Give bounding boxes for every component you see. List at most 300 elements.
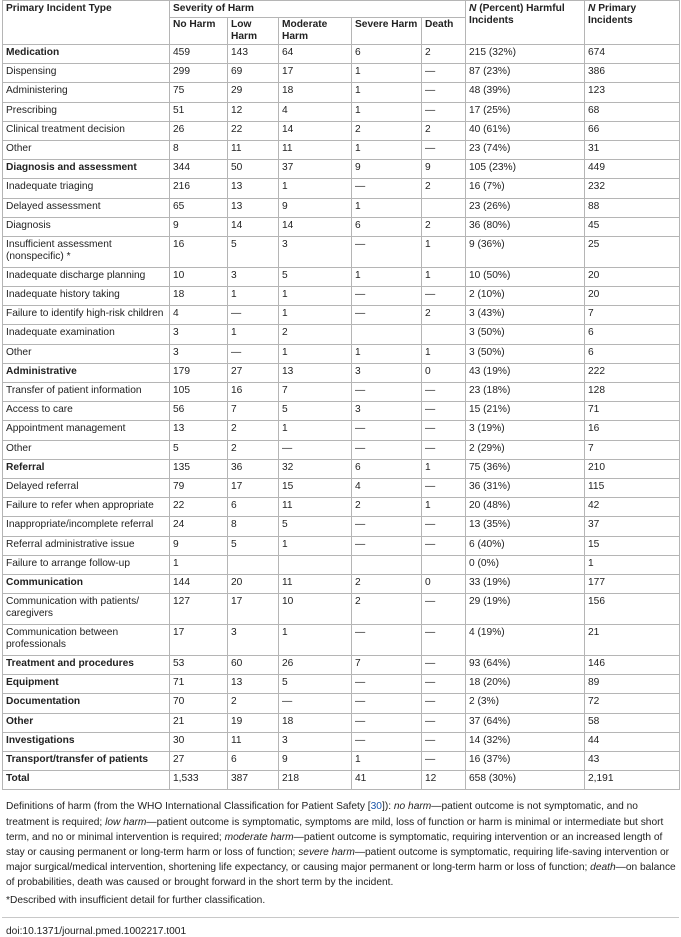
incident-type-cell: Referral administrative issue xyxy=(3,536,170,555)
harmful-incidents-cell: 23 (26%) xyxy=(466,198,585,217)
table-row xyxy=(3,306,680,325)
table-row xyxy=(3,656,680,675)
low-harm-cell: 16 xyxy=(228,383,279,402)
low-harm-cell: 2 xyxy=(228,440,279,459)
no-harm-cell: 9 xyxy=(170,536,228,555)
no-harm-cell: 144 xyxy=(170,574,228,593)
death-cell: — xyxy=(422,694,466,713)
table-row xyxy=(3,771,680,790)
incident-type-cell: Appointment management xyxy=(3,421,170,440)
severe-harm-cell: 3 xyxy=(352,363,422,382)
low-harm-cell: 17 xyxy=(228,478,279,497)
harmful-incidents-cell: 14 (32%) xyxy=(466,732,585,751)
table-figure xyxy=(2,0,679,937)
harm-term: severe harm xyxy=(298,846,355,858)
primary-incidents-cell: 21 xyxy=(585,625,680,656)
low-harm-cell: — xyxy=(228,344,279,363)
incident-type-cell: Communication with patients/ caregivers xyxy=(3,594,170,625)
incident-type-cell: Failure to arrange follow-up xyxy=(3,555,170,574)
primary-incidents-cell: 68 xyxy=(585,102,680,121)
low-harm-cell: 12 xyxy=(228,102,279,121)
low-harm-cell: 17 xyxy=(228,594,279,625)
low-harm-cell: — xyxy=(228,306,279,325)
no-harm-cell: 344 xyxy=(170,160,228,179)
death-cell: — xyxy=(422,64,466,83)
low-harm-cell: 3 xyxy=(228,267,279,286)
death-cell: 1 xyxy=(422,236,466,267)
low-harm-cell: 11 xyxy=(228,140,279,159)
no-harm-cell: 9 xyxy=(170,217,228,236)
incident-type-cell: Other xyxy=(3,140,170,159)
severe-harm-cell: — xyxy=(352,179,422,198)
primary-incidents-cell: 115 xyxy=(585,478,680,497)
severe-harm-cell: 2 xyxy=(352,574,422,593)
harmful-incidents-cell: 105 (23%) xyxy=(466,160,585,179)
death-cell: 2 xyxy=(422,306,466,325)
incident-type-cell: Transfer of patient information xyxy=(3,383,170,402)
low-harm-cell: 22 xyxy=(228,121,279,140)
harm-term: death xyxy=(590,862,616,874)
no-harm-cell: 135 xyxy=(170,459,228,478)
severe-harm-cell: 6 xyxy=(352,217,422,236)
no-harm-cell: 17 xyxy=(170,625,228,656)
table-row xyxy=(3,363,680,382)
harmful-incidents-cell: 43 (19%) xyxy=(466,363,585,382)
severe-harm-cell: — xyxy=(352,517,422,536)
harmful-incidents-cell: 37 (64%) xyxy=(466,713,585,732)
no-harm-cell: 71 xyxy=(170,675,228,694)
incident-type-cell: Clinical treatment decision xyxy=(3,121,170,140)
moderate-harm-cell: 10 xyxy=(279,594,352,625)
death-cell xyxy=(422,198,466,217)
severe-harm-cell: — xyxy=(352,536,422,555)
moderate-harm-cell: 9 xyxy=(279,198,352,217)
moderate-harm-cell: 11 xyxy=(279,574,352,593)
low-harm-cell: 7 xyxy=(228,402,279,421)
death-cell: — xyxy=(422,83,466,102)
low-harm-cell: 19 xyxy=(228,713,279,732)
incident-type-cell: Communication between professionals xyxy=(3,625,170,656)
moderate-harm-cell: 7 xyxy=(279,383,352,402)
primary-incidents-cell: 88 xyxy=(585,198,680,217)
harm-definition-text: —on balance of probabilities, death was caused or brought forward in the short term by the incident. xyxy=(6,862,676,889)
severe-harm-cell xyxy=(352,325,422,344)
harm-severity-table xyxy=(2,0,680,790)
no-harm-cell: 1 xyxy=(170,555,228,574)
primary-incidents-cell: 128 xyxy=(585,383,680,402)
moderate-harm-cell: 14 xyxy=(279,121,352,140)
primary-incidents-cell: 66 xyxy=(585,121,680,140)
primary-incidents-cell: 31 xyxy=(585,140,680,159)
severe-harm-cell: 6 xyxy=(352,45,422,64)
table-row xyxy=(3,752,680,771)
table-row xyxy=(3,83,680,102)
severe-harm-cell: — xyxy=(352,675,422,694)
severe-harm-cell: 2 xyxy=(352,498,422,517)
death-cell xyxy=(422,325,466,344)
no-harm-cell: 3 xyxy=(170,344,228,363)
severe-harm-cell: 1 xyxy=(352,267,422,286)
severe-harm-cell: — xyxy=(352,694,422,713)
table-row xyxy=(3,102,680,121)
primary-incidents-cell: 6 xyxy=(585,325,680,344)
harmful-incidents-cell: 9 (36%) xyxy=(466,236,585,267)
death-cell: — xyxy=(422,402,466,421)
harmful-incidents-cell: 23 (18%) xyxy=(466,383,585,402)
moderate-harm-cell: 1 xyxy=(279,179,352,198)
primary-incidents-cell: 6 xyxy=(585,344,680,363)
incident-type-cell: Equipment xyxy=(3,675,170,694)
table-row xyxy=(3,536,680,555)
table-row xyxy=(3,555,680,574)
table-row xyxy=(3,594,680,625)
primary-incidents-cell: 89 xyxy=(585,675,680,694)
primary-incidents-cell: 156 xyxy=(585,594,680,625)
low-harm-cell: 69 xyxy=(228,64,279,83)
severe-harm-cell: 1 xyxy=(352,140,422,159)
severe-harm-cell: 4 xyxy=(352,478,422,497)
harmful-incidents-cell: 18 (20%) xyxy=(466,675,585,694)
low-harm-cell: 143 xyxy=(228,45,279,64)
primary-incidents-cell: 1 xyxy=(585,555,680,574)
incident-type-cell: Dispensing xyxy=(3,64,170,83)
header-severe-harm: Severe Harm xyxy=(352,18,422,45)
low-harm-cell: 6 xyxy=(228,498,279,517)
harm-definition-text: —patient outcome is symptomatic, requiring intervention or an increased length of stay or causing permanent or long-term harm or loss of function; xyxy=(6,831,663,858)
severe-harm-cell: — xyxy=(352,287,422,306)
incident-type-cell: Inadequate discharge planning xyxy=(3,267,170,286)
low-harm-cell: 11 xyxy=(228,732,279,751)
harmful-incidents-cell: 16 (7%) xyxy=(466,179,585,198)
no-harm-cell: 13 xyxy=(170,421,228,440)
primary-incidents-cell: 16 xyxy=(585,421,680,440)
table-row xyxy=(3,625,680,656)
low-harm-cell xyxy=(228,555,279,574)
severe-harm-cell: 1 xyxy=(352,102,422,121)
moderate-harm-cell: 5 xyxy=(279,675,352,694)
death-cell: 1 xyxy=(422,498,466,517)
death-cell: 1 xyxy=(422,267,466,286)
no-harm-cell: 70 xyxy=(170,694,228,713)
severe-harm-cell: — xyxy=(352,236,422,267)
harmful-incidents-cell: 33 (19%) xyxy=(466,574,585,593)
incident-type-cell: Administrative xyxy=(3,363,170,382)
death-cell: 2 xyxy=(422,217,466,236)
moderate-harm-cell: 218 xyxy=(279,771,352,790)
moderate-harm-cell: 1 xyxy=(279,306,352,325)
header-death: Death xyxy=(422,18,466,45)
severe-harm-cell: — xyxy=(352,440,422,459)
table-row xyxy=(3,478,680,497)
harmful-incidents-cell: 20 (48%) xyxy=(466,498,585,517)
moderate-harm-cell: 18 xyxy=(279,83,352,102)
low-harm-cell: 2 xyxy=(228,694,279,713)
table-header xyxy=(3,1,680,45)
header-no-harm: No Harm xyxy=(170,18,228,45)
table-row xyxy=(3,459,680,478)
severe-harm-cell: 1 xyxy=(352,64,422,83)
low-harm-cell: 2 xyxy=(228,421,279,440)
table-row xyxy=(3,64,680,83)
incident-type-cell: Insufficient assessment (nonspecific) * xyxy=(3,236,170,267)
incident-type-cell: Investigations xyxy=(3,732,170,751)
table-row xyxy=(3,179,680,198)
low-harm-cell: 3 xyxy=(228,625,279,656)
no-harm-cell: 27 xyxy=(170,752,228,771)
no-harm-cell: 216 xyxy=(170,179,228,198)
severe-harm-cell: — xyxy=(352,625,422,656)
no-harm-cell: 299 xyxy=(170,64,228,83)
header-moderate-harm: Moderate Harm xyxy=(279,18,352,45)
header-primary-incidents: N Primary Incidents xyxy=(585,1,680,45)
moderate-harm-cell: 3 xyxy=(279,236,352,267)
moderate-harm-cell: 1 xyxy=(279,287,352,306)
moderate-harm-cell: 4 xyxy=(279,102,352,121)
harmful-incidents-cell: 3 (50%) xyxy=(466,325,585,344)
no-harm-cell: 65 xyxy=(170,198,228,217)
incident-type-cell: Diagnosis xyxy=(3,217,170,236)
moderate-harm-cell: 11 xyxy=(279,140,352,159)
moderate-harm-cell: 1 xyxy=(279,536,352,555)
harmful-incidents-cell: 4 (19%) xyxy=(466,625,585,656)
low-harm-cell: 20 xyxy=(228,574,279,593)
low-harm-cell: 27 xyxy=(228,363,279,382)
no-harm-cell: 56 xyxy=(170,402,228,421)
death-cell: — xyxy=(422,713,466,732)
harmful-incidents-cell: 6 (40%) xyxy=(466,536,585,555)
incident-type-cell: Diagnosis and assessment xyxy=(3,160,170,179)
incident-type-cell: Other xyxy=(3,344,170,363)
harmful-incidents-cell: 2 (3%) xyxy=(466,694,585,713)
incident-type-cell: Delayed referral xyxy=(3,478,170,497)
severe-harm-cell: 1 xyxy=(352,198,422,217)
no-harm-cell: 4 xyxy=(170,306,228,325)
table-body xyxy=(3,45,680,790)
primary-incidents-cell: 210 xyxy=(585,459,680,478)
death-cell: — xyxy=(422,675,466,694)
table-row xyxy=(3,732,680,751)
severe-harm-cell: 9 xyxy=(352,160,422,179)
header-primary-type: Primary Incident Type xyxy=(3,1,170,45)
table-row xyxy=(3,383,680,402)
harmful-incidents-cell: 40 (61%) xyxy=(466,121,585,140)
moderate-harm-cell: 1 xyxy=(279,625,352,656)
death-cell: — xyxy=(422,383,466,402)
moderate-harm-cell: 14 xyxy=(279,217,352,236)
moderate-harm-cell: 9 xyxy=(279,752,352,771)
table-row xyxy=(3,498,680,517)
harmful-incidents-cell: 2 (29%) xyxy=(466,440,585,459)
table-row xyxy=(3,402,680,421)
low-harm-cell: 6 xyxy=(228,752,279,771)
death-cell: — xyxy=(422,478,466,497)
low-harm-cell: 1 xyxy=(228,287,279,306)
death-cell: — xyxy=(422,287,466,306)
table-row xyxy=(3,287,680,306)
death-cell: — xyxy=(422,625,466,656)
moderate-harm-cell: 26 xyxy=(279,656,352,675)
low-harm-cell: 14 xyxy=(228,217,279,236)
moderate-harm-cell: — xyxy=(279,694,352,713)
death-cell: — xyxy=(422,732,466,751)
harmful-incidents-cell: 15 (21%) xyxy=(466,402,585,421)
table-row xyxy=(3,267,680,286)
table-row xyxy=(3,574,680,593)
table-row xyxy=(3,440,680,459)
no-harm-cell: 105 xyxy=(170,383,228,402)
incident-type-cell: Inappropriate/incomplete referral xyxy=(3,517,170,536)
primary-incidents-cell: 15 xyxy=(585,536,680,555)
harmful-incidents-cell: 93 (64%) xyxy=(466,656,585,675)
incident-type-cell: Inadequate history taking xyxy=(3,287,170,306)
table-row xyxy=(3,421,680,440)
death-cell: — xyxy=(422,140,466,159)
harmful-incidents-cell: 23 (74%) xyxy=(466,140,585,159)
harmful-incidents-cell: 215 (32%) xyxy=(466,45,585,64)
no-harm-cell: 30 xyxy=(170,732,228,751)
primary-incidents-cell: 72 xyxy=(585,694,680,713)
harmful-incidents-cell: 3 (19%) xyxy=(466,421,585,440)
incident-type-cell: Referral xyxy=(3,459,170,478)
harm-definition-text: —patient outcome is not symptomatic, and no treatment is required; xyxy=(6,801,638,828)
low-harm-cell: 5 xyxy=(228,536,279,555)
low-harm-cell: 50 xyxy=(228,160,279,179)
severe-harm-cell: 7 xyxy=(352,656,422,675)
incident-type-cell: Failure to refer when appropriate xyxy=(3,498,170,517)
death-cell: 1 xyxy=(422,344,466,363)
severe-harm-cell: 2 xyxy=(352,594,422,625)
no-harm-cell: 16 xyxy=(170,236,228,267)
severe-harm-cell: 6 xyxy=(352,459,422,478)
no-harm-cell: 22 xyxy=(170,498,228,517)
death-cell: — xyxy=(422,656,466,675)
harmful-incidents-cell: 36 (80%) xyxy=(466,217,585,236)
moderate-harm-cell: 37 xyxy=(279,160,352,179)
death-cell: 2 xyxy=(422,121,466,140)
harmful-incidents-cell: 87 (23%) xyxy=(466,64,585,83)
moderate-harm-cell: 1 xyxy=(279,421,352,440)
harm-term: moderate harm xyxy=(224,831,294,843)
low-harm-cell: 5 xyxy=(228,236,279,267)
harmful-incidents-cell: 3 (50%) xyxy=(466,344,585,363)
low-harm-cell: 60 xyxy=(228,656,279,675)
no-harm-cell: 18 xyxy=(170,287,228,306)
harmful-incidents-cell: 658 (30%) xyxy=(466,771,585,790)
primary-incidents-cell: 177 xyxy=(585,574,680,593)
incident-type-cell: Transport/transfer of patients xyxy=(3,752,170,771)
no-harm-cell: 24 xyxy=(170,517,228,536)
primary-incidents-cell: 43 xyxy=(585,752,680,771)
primary-incidents-cell: 222 xyxy=(585,363,680,382)
moderate-harm-cell xyxy=(279,555,352,574)
doi-line: doi:10.1371/journal.pmed.1002217.t001 xyxy=(2,917,679,937)
moderate-harm-cell: 2 xyxy=(279,325,352,344)
harmful-incidents-cell: 2 (10%) xyxy=(466,287,585,306)
death-cell: 0 xyxy=(422,363,466,382)
severe-harm-cell: 2 xyxy=(352,121,422,140)
no-harm-cell: 1,533 xyxy=(170,771,228,790)
moderate-harm-cell: 5 xyxy=(279,267,352,286)
primary-incidents-cell: 146 xyxy=(585,656,680,675)
no-harm-cell: 51 xyxy=(170,102,228,121)
primary-incidents-cell: 37 xyxy=(585,517,680,536)
low-harm-cell: 387 xyxy=(228,771,279,790)
table-row xyxy=(3,198,680,217)
death-cell: — xyxy=(422,421,466,440)
incident-type-cell: Failure to identify high-risk children xyxy=(3,306,170,325)
primary-incidents-cell: 232 xyxy=(585,179,680,198)
no-harm-cell: 459 xyxy=(170,45,228,64)
primary-incidents-cell: 7 xyxy=(585,306,680,325)
incident-type-cell: Inadequate examination xyxy=(3,325,170,344)
primary-incidents-cell: 386 xyxy=(585,64,680,83)
reference-link[interactable]: 30 xyxy=(370,801,382,813)
harmful-incidents-cell: 17 (25%) xyxy=(466,102,585,121)
incident-type-cell: Other xyxy=(3,713,170,732)
death-cell: 9 xyxy=(422,160,466,179)
severe-harm-cell: 1 xyxy=(352,83,422,102)
no-harm-cell: 75 xyxy=(170,83,228,102)
harmful-incidents-cell: 29 (19%) xyxy=(466,594,585,625)
harmful-incidents-cell: 0 (0%) xyxy=(466,555,585,574)
harmful-incidents-cell: 16 (37%) xyxy=(466,752,585,771)
table-footnotes xyxy=(2,790,681,907)
severe-harm-cell: — xyxy=(352,732,422,751)
death-cell: — xyxy=(422,440,466,459)
low-harm-cell: 13 xyxy=(228,675,279,694)
incident-type-cell: Treatment and procedures xyxy=(3,656,170,675)
moderate-harm-cell: 13 xyxy=(279,363,352,382)
primary-incidents-cell: 7 xyxy=(585,440,680,459)
severe-harm-cell: 3 xyxy=(352,402,422,421)
no-harm-cell: 10 xyxy=(170,267,228,286)
table-row xyxy=(3,675,680,694)
severe-harm-cell: — xyxy=(352,383,422,402)
no-harm-cell: 3 xyxy=(170,325,228,344)
primary-incidents-cell: 674 xyxy=(585,45,680,64)
primary-incidents-cell: 20 xyxy=(585,267,680,286)
severe-harm-cell: — xyxy=(352,421,422,440)
no-harm-cell: 53 xyxy=(170,656,228,675)
incident-type-cell: Documentation xyxy=(3,694,170,713)
low-harm-cell: 8 xyxy=(228,517,279,536)
harm-term: no harm xyxy=(393,801,432,813)
severe-harm-cell xyxy=(352,555,422,574)
table-row xyxy=(3,694,680,713)
death-cell: 0 xyxy=(422,574,466,593)
incident-type-cell: Other xyxy=(3,440,170,459)
low-harm-cell: 29 xyxy=(228,83,279,102)
low-harm-cell: 1 xyxy=(228,325,279,344)
death-cell: — xyxy=(422,536,466,555)
harmful-incidents-cell: 36 (31%) xyxy=(466,478,585,497)
table-row xyxy=(3,140,680,159)
table-row xyxy=(3,160,680,179)
table-row xyxy=(3,517,680,536)
table-row xyxy=(3,236,680,267)
primary-incidents-cell: 20 xyxy=(585,287,680,306)
no-harm-cell: 179 xyxy=(170,363,228,382)
moderate-harm-cell: 5 xyxy=(279,517,352,536)
primary-incidents-cell: 71 xyxy=(585,402,680,421)
severe-harm-cell: 41 xyxy=(352,771,422,790)
asterisk-note: *Described with insufficient detail for further classification. xyxy=(6,894,266,906)
no-harm-cell: 127 xyxy=(170,594,228,625)
low-harm-cell: 13 xyxy=(228,198,279,217)
harmful-incidents-cell: 48 (39%) xyxy=(466,83,585,102)
harmful-incidents-cell: 10 (50%) xyxy=(466,267,585,286)
table-row xyxy=(3,713,680,732)
